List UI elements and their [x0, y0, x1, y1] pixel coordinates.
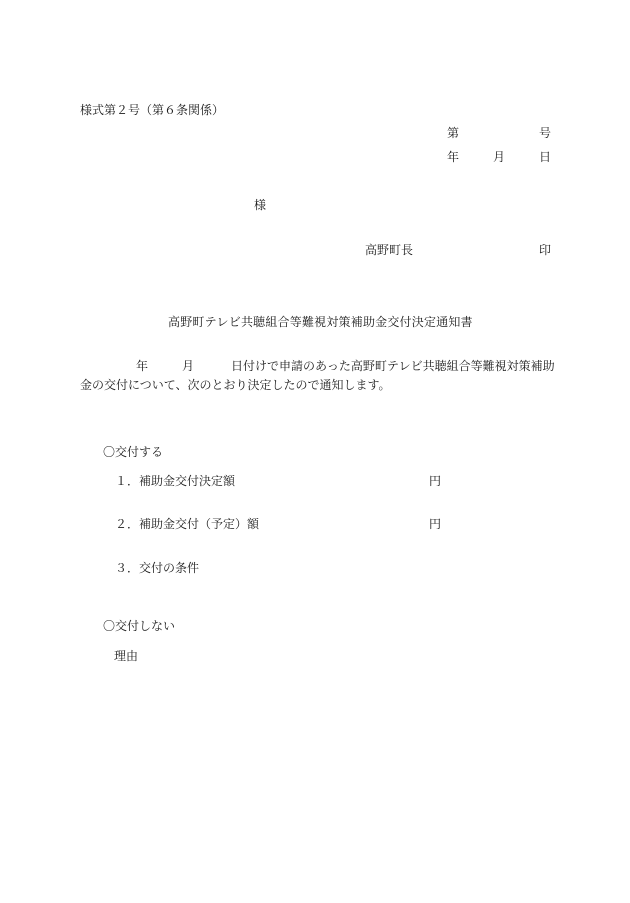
date-year: 年: [447, 150, 460, 164]
option-no-grant: 〇交付しない: [103, 619, 176, 633]
recipient-honorific: 様: [254, 198, 267, 212]
grant-item-3: ３．交付の条件: [115, 561, 200, 575]
body-line1: 日付けで申請のあった高野町テレビ共聴組合等難視対策補助: [231, 359, 555, 373]
body-line2: 金の交付について、次のとおり決定したので通知します。: [80, 378, 391, 392]
date-month: 月: [493, 150, 506, 164]
reason-label: 理由: [114, 649, 139, 663]
document-title: 高野町テレビ共聴組合等難視対策補助金交付決定通知書: [168, 315, 473, 329]
document-number-prefix: 第: [447, 126, 460, 140]
issuer-title: 高野町長: [365, 243, 414, 257]
body-year: 年: [136, 359, 149, 373]
issuer-seal: 印: [539, 243, 552, 257]
document-number-suffix: 号: [539, 126, 552, 140]
grant-item-2: ２．補助金交付（予定）額: [115, 517, 260, 531]
date-day: 日: [539, 150, 552, 164]
body-paragraph: [80, 357, 560, 395]
grant-item-2-unit: 円: [429, 517, 442, 531]
grant-item-1: １．補助金交付決定額: [115, 474, 236, 488]
option-grant: 〇交付する: [103, 445, 164, 459]
grant-item-1-unit: 円: [429, 474, 442, 488]
form-number: 様式第２号（第６条関係）: [80, 103, 225, 117]
body-month: 月: [182, 359, 195, 373]
